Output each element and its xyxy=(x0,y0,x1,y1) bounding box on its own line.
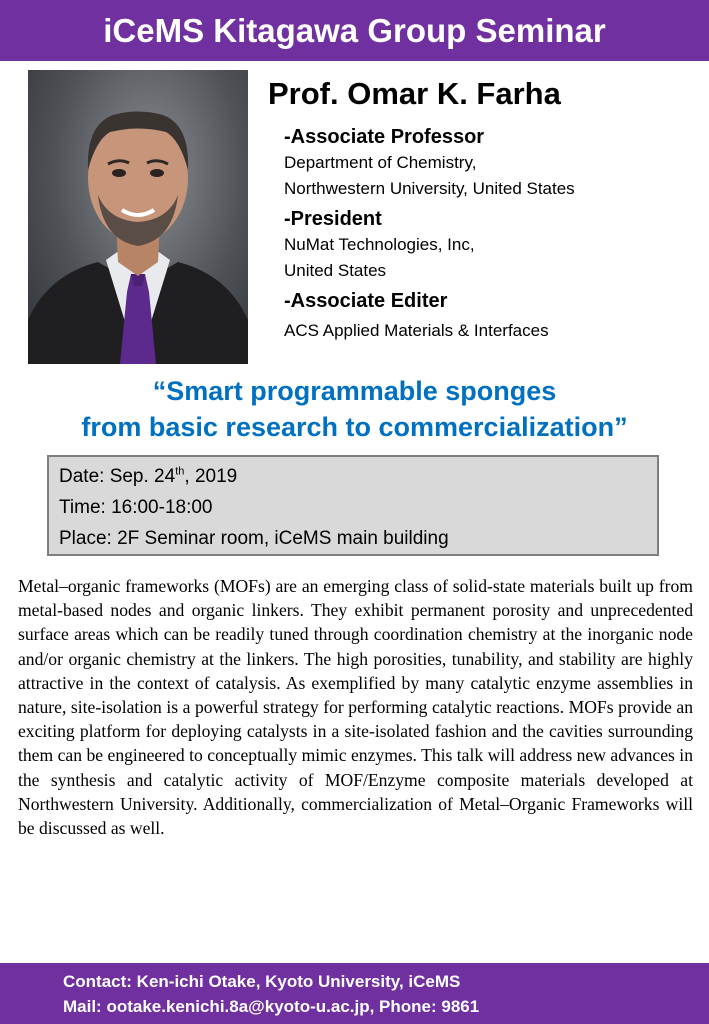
role-title: -President xyxy=(284,208,382,230)
speaker-name: Prof. Omar K. Farha xyxy=(268,76,561,111)
speaker-photo xyxy=(28,70,248,364)
event-date: Date: Sep. 24th, 2019 xyxy=(59,465,238,487)
role-president xyxy=(284,206,575,284)
role-associate-professor xyxy=(284,124,575,202)
role-title: -Associate Editer xyxy=(284,290,448,312)
seminar-header xyxy=(0,0,709,61)
talk-title xyxy=(0,373,709,445)
talk-title-line: from basic research to commercialization” xyxy=(81,412,628,442)
role-line: Northwestern University, United States xyxy=(284,179,575,198)
talk-title-line: “Smart programmable sponges xyxy=(152,376,557,406)
speaker-portrait-icon xyxy=(28,70,248,364)
contact-line: Contact: Ken-ichi Otake, Kyoto University, iCeMS xyxy=(63,972,461,991)
seminar-title: iCeMS Kitagawa Group Seminar xyxy=(103,12,606,49)
role-line: United States xyxy=(284,261,387,280)
role-line: Department of Chemistry, xyxy=(284,153,477,172)
event-time: Time: 16:00-18:00 xyxy=(59,497,213,518)
role-line: ACS Applied Materials & Interfaces xyxy=(284,321,549,340)
mail-line: Mail: ootake.kenichi.8a@kyoto-u.ac.jp, Phone: 9861 xyxy=(63,997,480,1016)
abstract-text: Metal–organic frameworks (MOFs) are an emerging class of solid-state materials built up from metal-based nodes and organic linkers. They exhibit permanent porosity and unprecedented surface areas which can be readily tuned through coordination chemistry at the inorganic node and/or organic chemistry at the linkers. The high porosities, tunability, and stability are highly attractive in the context of catalysis. As exemplified by many catalytic enzyme assemblies in nature, site-isolation is a powerful strategy for performing catalytic reactions. MOFs provide an exciting platform for deploying catalysts in a site-isolated fashion and the cavities surrounding them can be engineered to conceptually mimic enzymes. This talk will address new advances in the synthesis and catalytic activity of MOF/Enzyme composite materials developed at Northwestern University. Additionally, commercialization of Metal–Organic Frameworks will be discussed as well. xyxy=(18,576,693,839)
event-place: Place: 2F Seminar room, iCeMS main building xyxy=(59,528,449,549)
speaker-roles xyxy=(284,124,575,344)
role-title: -Associate Professor xyxy=(284,126,485,148)
event-info-box xyxy=(47,455,659,556)
contact-footer xyxy=(0,963,709,1024)
role-line: NuMat Technologies, Inc, xyxy=(284,235,475,254)
role-associate-editor xyxy=(284,288,575,344)
